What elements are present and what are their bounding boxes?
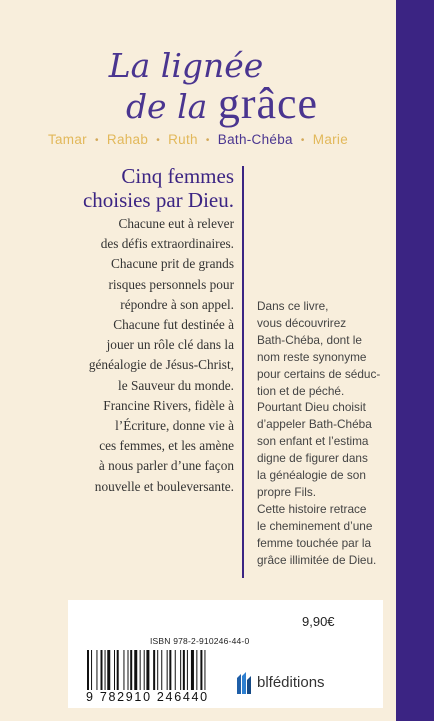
- text-line: répondre à son appel.: [120, 296, 234, 312]
- publisher-name: blféditions: [257, 673, 325, 691]
- text-line: femme touchée par la: [257, 535, 372, 550]
- publisher-logo: [235, 670, 325, 694]
- text-line: généalogie de Jésus-Christ,: [88, 357, 234, 373]
- text-line: Chacune fut destinée à: [113, 317, 234, 333]
- name-separator: •: [95, 135, 99, 146]
- name-separator: •: [156, 135, 161, 146]
- text-line: Chacune eut à relever: [118, 216, 234, 231]
- publisher-logo-icon: [235, 670, 253, 694]
- heading-line: Cinq femmes: [121, 164, 234, 188]
- text-line: digne de figurer dans: [257, 451, 368, 466]
- text-line: Chacune prit de grands: [111, 256, 234, 272]
- text-line: Cette histoire retrace: [257, 501, 367, 516]
- text-line: des défis extraordinaires.: [100, 236, 234, 252]
- paragraph: [44, 254, 234, 315]
- isbn-label: ISBN 978-2-910246-44-0: [150, 636, 250, 646]
- title-line-1: La lignée: [108, 46, 264, 85]
- text-line: l’Écriture, donne vie à: [115, 418, 234, 434]
- barcode-panel: [68, 600, 383, 708]
- text-line: le Sauveur du monde.: [118, 377, 234, 393]
- name-separator: •: [300, 135, 305, 146]
- name-bath-cheba: Bath-Chéba: [217, 132, 293, 147]
- text-line: le cheminement d’une: [257, 518, 373, 533]
- text-line: nouvelle et bouleversante.: [94, 478, 234, 494]
- name-tamar: Tamar: [47, 132, 87, 147]
- text-line: risques personnels pour: [108, 276, 234, 292]
- text-line: nom reste synonyme: [257, 349, 367, 364]
- paragraph: [44, 214, 234, 254]
- text-line: jouer un rôle clé dans la: [106, 337, 234, 353]
- text-line: Pourtant Dieu choisit: [257, 400, 366, 415]
- text-line: tion et de péché.: [257, 383, 345, 398]
- text-line: Francine Rivers, fidèle à: [103, 397, 234, 413]
- text-line: vous découvrirez: [257, 315, 347, 330]
- section-heading: [44, 164, 234, 212]
- barcode-digits: 9 782910 246440: [86, 690, 209, 704]
- text-line: Bath-Chéba, dont le: [257, 332, 362, 347]
- heading-line: choisies par Dieu.: [82, 188, 234, 212]
- right-body-text: [257, 298, 397, 569]
- paragraph: [44, 396, 234, 497]
- text-line: pour certains de séduc-: [257, 366, 381, 381]
- women-names: [0, 132, 396, 147]
- text-line: propre Fils.: [257, 484, 317, 499]
- text-line: Dans ce livre,: [257, 299, 329, 313]
- name-marie: Marie: [312, 132, 349, 147]
- text-line: d’appeler Bath-Chéba: [257, 417, 372, 432]
- price-label: 9,90€: [302, 614, 335, 629]
- title-line-2: [24, 78, 420, 129]
- name-rahab: Rahab: [106, 132, 149, 147]
- name-ruth: Ruth: [168, 132, 198, 147]
- title-line-2-prefix: de la: [125, 87, 218, 126]
- left-body-text: [44, 214, 234, 497]
- text-line: la généalogie de son: [257, 468, 366, 483]
- text-line: grâce illimitée de Dieu.: [257, 552, 377, 567]
- text-line: ces femmes, et les amène: [99, 438, 234, 454]
- title-grace: grâce: [217, 79, 319, 128]
- barcode-icon: [87, 650, 237, 690]
- text-line: son enfant et l’estima: [257, 434, 369, 449]
- name-separator: •: [205, 135, 210, 146]
- text-line: à nous parler d’une façon: [98, 458, 234, 474]
- paragraph: [44, 315, 234, 396]
- vertical-divider: [242, 166, 244, 578]
